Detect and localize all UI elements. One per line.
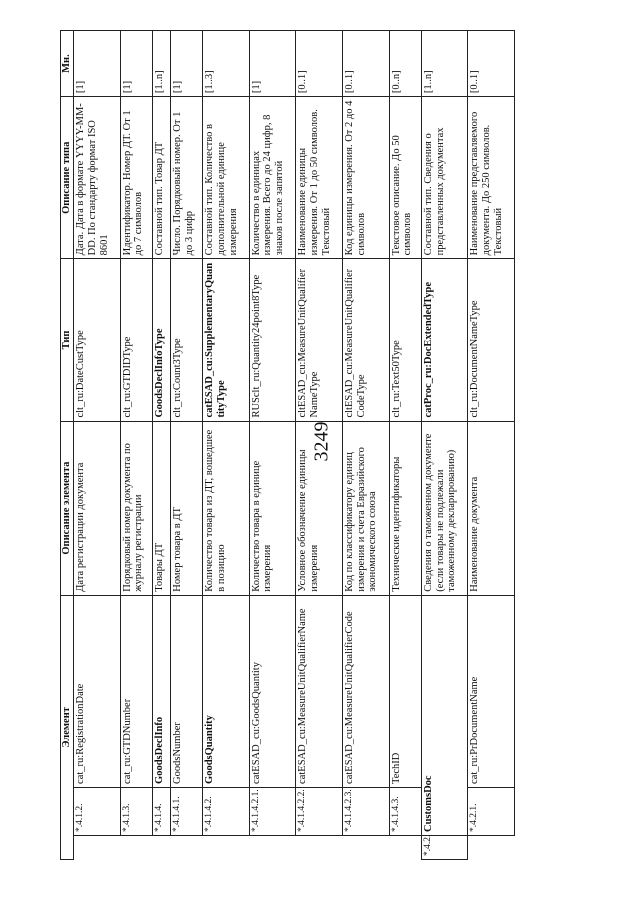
multiplicity: [1] [249, 31, 296, 97]
table-row [342, 31, 389, 860]
element-type: catESAD_cu:SupplementaryQuantityType [203, 259, 250, 421]
row-number: *.4.1.4.1. [170, 787, 202, 835]
table-row [421, 31, 468, 860]
page-number: 3249 [310, 421, 333, 462]
element-type: clt_ru:Count3Type [170, 259, 202, 421]
multiplicity: [1] [120, 31, 152, 97]
element-type: catProc_ru:DocExtendedType [421, 259, 468, 421]
indent-spacer [170, 836, 202, 848]
type-description: Текстовое описание. До 50 символов [389, 97, 421, 259]
multiplicity: [0..n] [389, 31, 421, 97]
element-name: GoodsNumber [170, 595, 202, 787]
element-type: clt_ru:DocumentNameType [468, 259, 515, 421]
element-description: Количество товара в единице измерения [249, 421, 296, 595]
multiplicity: [0..1] [468, 31, 515, 97]
indent-spacer [342, 836, 389, 848]
table-row [203, 31, 250, 860]
element-type: RUSclt_ru:Quantity24point8Type [249, 259, 296, 421]
indent-spacer [74, 836, 171, 848]
element-type: clt_ru:Text50Type [389, 259, 421, 421]
element-description: Дата регистрации документа [74, 421, 121, 595]
row-number: *.4.1.4. [152, 787, 170, 835]
row-number: *.4.2. [421, 836, 468, 860]
table-row [296, 31, 343, 860]
element-type: cltESAD_cu:MeasureUnitQualifierCodeType [342, 259, 389, 421]
element-name: CustomsDoc [421, 595, 468, 835]
element-type: clt_ru:GTDIDType [120, 259, 152, 421]
element-name: GoodsDeclInfo [152, 595, 170, 787]
element-description: Код по классификатору единиц измерения и счета Евразийского экономического союза [342, 421, 389, 595]
element-type: GoodsDeclInfoType [152, 259, 170, 421]
type-description: Дата. Дата в формате YYYY-MM-DD. По стандарту формат ISO 8601 [74, 97, 121, 259]
table-row [152, 31, 170, 860]
row-number: *.4.1.4.3. [389, 787, 421, 835]
element-name: GoodsQuantity [203, 595, 250, 787]
table-row [120, 31, 152, 860]
table-row [249, 31, 296, 860]
type-description: Идентификатор. Номер ДТ. От 1 до 7 символов [120, 97, 152, 259]
multiplicity: [0..1] [342, 31, 389, 97]
multiplicity: [1] [170, 31, 202, 97]
element-name: catESAD_cu:MeasureUnitQualifierCode [342, 595, 389, 787]
type-description: Составной тип. Количество в дополнительной единице измерения [203, 97, 250, 259]
element-name: TechID [389, 595, 421, 787]
element-description: Технические идентификаторы [389, 421, 421, 595]
element-name: catESAD_cu:MeasureUnitQualifierName [296, 595, 343, 787]
element-description: Товары ДТ [152, 421, 170, 595]
header-multiplicity: Мн. [61, 31, 74, 97]
row-number: *.4.1.4.2.2. [296, 787, 343, 835]
multiplicity: [1..3] [203, 31, 250, 97]
element-description: Количество товара из ДТ, вошедшее в позицию [203, 421, 250, 595]
element-table [60, 30, 515, 860]
type-description: Составной тип. Товар ДТ [152, 97, 170, 259]
element-description: Номер товара в ДТ [170, 421, 202, 595]
rotated-table-wrapper [60, 30, 515, 860]
element-name: cat_ru:RegistrationDate [74, 595, 121, 787]
header-type: Тип [61, 259, 74, 421]
type-description: Составной тип. Сведения о представленных документах [421, 97, 468, 259]
row-number: *.4.1.2. [74, 787, 121, 835]
header-description: Описание элемента [61, 421, 74, 595]
type-description: Код единицы измерения. От 2 до 4 символов [342, 97, 389, 259]
indent-spacer [468, 836, 515, 860]
table-row [468, 31, 515, 860]
element-description: Условное обозначение единицы измерения [296, 421, 343, 595]
element-type: cltESAD_cu:MeasureUnitQualifierNameType [296, 259, 343, 421]
indent-spacer [389, 836, 421, 848]
element-name: catESAD_cu:GoodsQuantity [249, 595, 296, 787]
header-row [61, 31, 74, 860]
row-number: *.4.1.4.2. [203, 787, 250, 835]
type-description: Наименование единицы измерения. От 1 до 50 символов. Текстовый [296, 97, 343, 259]
indent-spacer [296, 836, 343, 848]
header-element: Элемент [61, 595, 74, 859]
element-name: cat_ru:GTDNumber [120, 595, 152, 787]
element-description: Наименование документа [468, 421, 515, 595]
indent-spacer [249, 836, 296, 848]
multiplicity: [1] [74, 31, 121, 97]
header-type-description: Описание типа [61, 97, 74, 259]
type-description: Количество в единицах измерения. Всего до 24 цифр, 8 знаков после запятой [249, 97, 296, 259]
element-description: Сведения о таможенном документе (если товары не подлежали таможенному декларированию) [421, 421, 468, 595]
indent-spacer [203, 836, 250, 848]
row-number: *.4.1.4.2.1. [249, 787, 296, 835]
row-number: *.4.1.4.2.3. [342, 787, 389, 835]
type-description: Наименование представляемого документа. До 250 символов. Текстовый [468, 97, 515, 259]
multiplicity: [0..1] [296, 31, 343, 97]
element-description: Порядковый номер документа по журналу регистрации [120, 421, 152, 595]
multiplicity: [1..n] [421, 31, 468, 97]
row-number: *.4.1.3. [120, 787, 152, 835]
row-number: *.4.2.1. [468, 787, 515, 835]
multiplicity: [1..n] [152, 31, 170, 97]
table-row [74, 31, 121, 860]
indent-spacer [74, 848, 422, 860]
type-description: Число. Порядковый номер. От 1 до 3 цифр [170, 97, 202, 259]
table-row [389, 31, 421, 860]
table-row [170, 31, 202, 860]
element-type: clt_ru:DateCustType [74, 259, 121, 421]
element-name: cat_ru:PrDocumentName [468, 595, 515, 787]
